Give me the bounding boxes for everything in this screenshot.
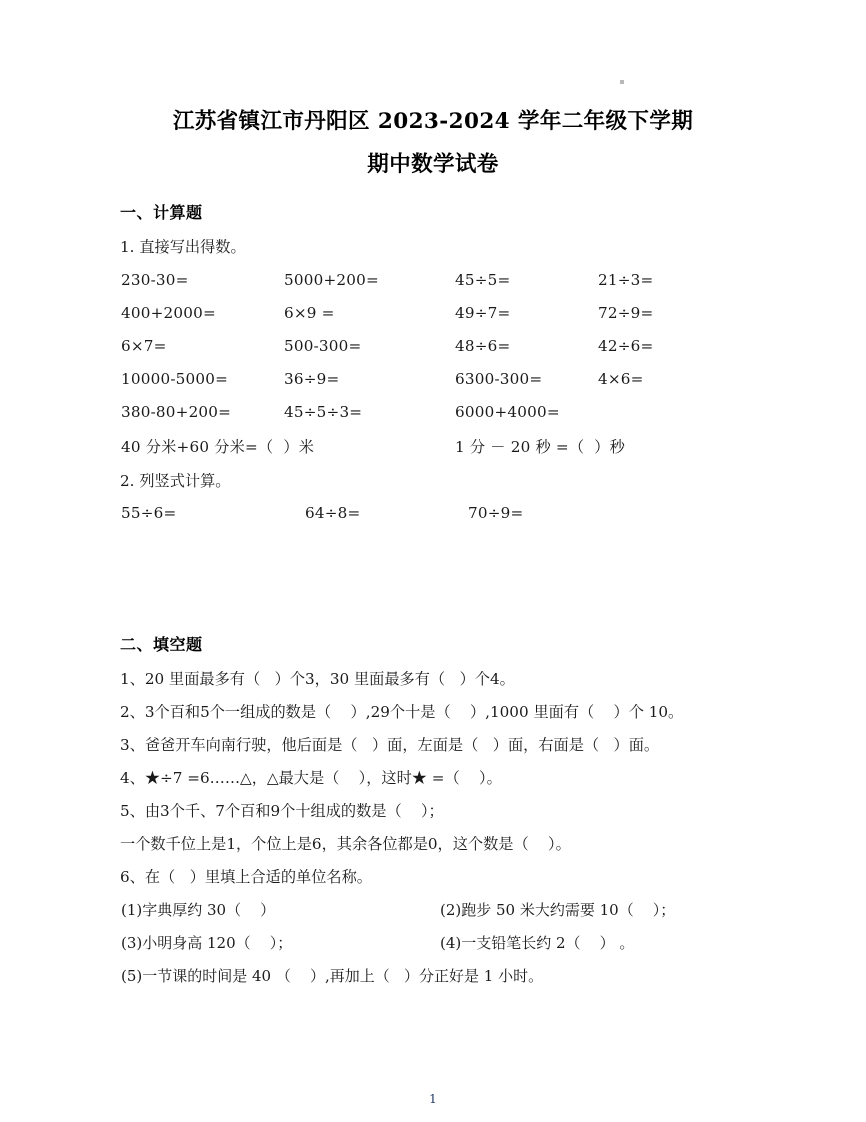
calc-cell-r4c2: 6000+4000= xyxy=(455,403,560,421)
calc-cell-r0c2: 45÷5= xyxy=(455,271,511,289)
calc-cell-r1c3: 72÷9= xyxy=(598,304,654,322)
calc-cell-r1c1: 6×9 = xyxy=(284,304,335,322)
vertical-calc-item-2: 64÷8= xyxy=(305,504,361,522)
calc-cell-r0c1: 5000+200= xyxy=(284,271,379,289)
unit-item-5: (5)一节课的时间是 40 （ ）,再加上（ ）分正好是 1 小时。 xyxy=(121,967,544,985)
calc-cell-r2c1: 500-300= xyxy=(284,337,362,355)
vertical-calc-item-1: 55÷6= xyxy=(121,504,177,522)
title-line-2: 期中数学试卷 xyxy=(367,152,499,177)
calc-cell-r2c2: 48÷6= xyxy=(455,337,511,355)
calc-cell-r4c1: 45÷5÷3= xyxy=(284,403,363,421)
fill-question-2: 2、3个百和5个一组成的数是（ ）,29个十是（ ）,1000 里面有（ ）个 10。 xyxy=(120,703,684,721)
question-2-prompt: 2. 列竖式计算。 xyxy=(120,472,231,490)
unit-item-1: (1)字典厚约 30（ ） xyxy=(121,901,276,919)
vertical-calc-item-3: 70÷9= xyxy=(468,504,524,522)
calc-cell-r3c3: 4×6= xyxy=(598,370,644,388)
unit-item-4: (4)一支铅笔长约 2（ ） 。 xyxy=(440,934,635,952)
calc-cell-r2c3: 42÷6= xyxy=(598,337,654,355)
calc-cell-r3c2: 6300-300= xyxy=(455,370,543,388)
section-heading-fill-in-blank: 二、填空题 xyxy=(120,635,203,654)
fill-question-6: 6、在（ ）里填上合适的单位名称。 xyxy=(120,868,372,886)
calc-cell-r1c2: 49÷7= xyxy=(455,304,511,322)
calc-cell-r3c1: 36÷9= xyxy=(284,370,340,388)
calc-cell-r0c3: 21÷3= xyxy=(598,271,654,289)
fill-question-5-second-line: 一个数千位上是1，个位上是6，其余各位都是0，这个数是（ ）。 xyxy=(120,835,571,853)
section-heading-calculation: 一、计算题 xyxy=(120,203,203,222)
fill-question-1: 1、20 里面最多有（ ）个3，30 里面最多有（ ）个4。 xyxy=(120,670,515,688)
question-1-prompt: 1. 直接写出得数。 xyxy=(120,238,246,256)
fill-question-5: 5、由3个千、7个百和9个十组成的数是（ ）； xyxy=(120,802,444,820)
title-line-1: 江苏省镇江市丹阳区 2023-2024 学年二年级下学期 xyxy=(172,109,694,134)
calc-cell-r2c0: 6×7= xyxy=(121,337,167,355)
unit-conversion-right: 1 分 － 20 秒 =（ ）秒 xyxy=(455,438,626,456)
fill-question-4: 4、★÷7 =6……△，△最大是（ ），这时★ =（ ）。 xyxy=(120,769,502,787)
page-number: 1 xyxy=(429,1092,437,1106)
unit-conversion-left: 40 分米+60 分米=（ ）米 xyxy=(121,438,315,456)
page-title xyxy=(0,100,866,186)
calc-cell-r1c0: 400+2000= xyxy=(121,304,216,322)
fill-question-3: 3、爸爸开车向南行驶，他后面是（ ）面，左面是（ ）面，右面是（ ）面。 xyxy=(120,736,660,754)
unit-item-3: (3)小明身高 120（ ）； xyxy=(121,934,293,952)
calc-cell-r3c0: 10000-5000= xyxy=(121,370,229,388)
page-artifact-dot xyxy=(620,80,624,84)
calc-cell-r0c0: 230-30= xyxy=(121,271,189,289)
calc-cell-r4c0: 380-80+200= xyxy=(121,403,232,421)
unit-item-2: (2)跑步 50 米大约需要 10（ ）； xyxy=(440,901,676,919)
